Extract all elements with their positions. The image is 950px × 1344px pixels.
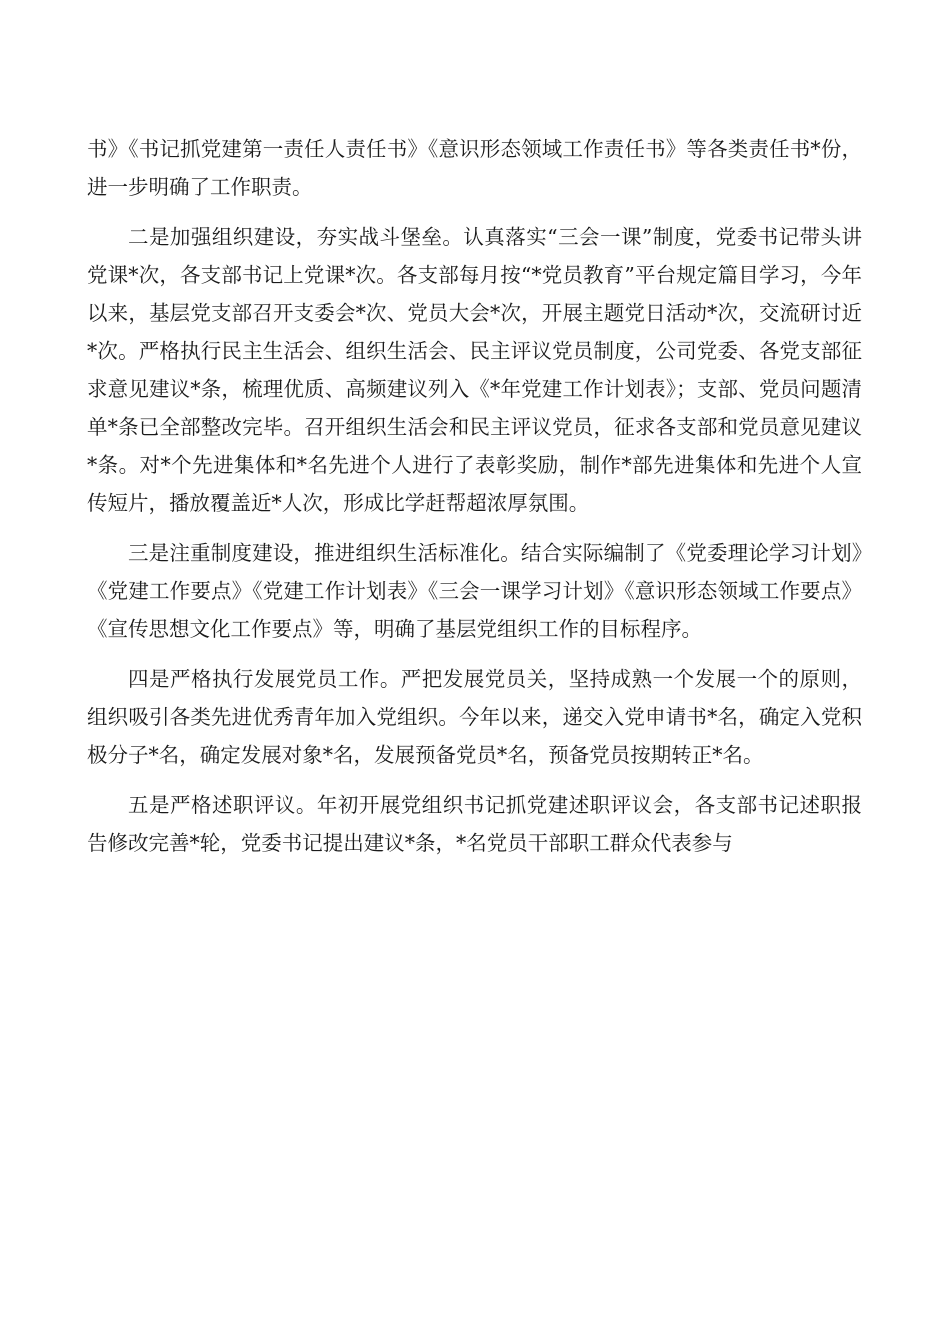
paragraph-duty-review: 五是严格述职评议。年初开展党组织书记抓党建述职评议会，各支部书记述职报告修改完善*轮，党委书记提出建议*条，*名党员干部职工群众代表参与 [87, 793, 862, 855]
paragraph-member-development: 四是严格执行发展党员工作。严把发展党员关，坚持成熟一个发展一个的原则，组织吸引各类先进优秀青年加入党组织。今年以来，递交入党申请书*名，确定入党积极分子*名，确定发展对象*名，发展预备党员*名，预备党员按期转正*名。 [87, 667, 862, 767]
paragraph-continuation: 书》《书记抓党建第一责任人责任书》《意识形态领域工作责任书》等各类责任书*份，进一步明确了工作职责。 [87, 137, 862, 199]
paragraph-organization-building: 二是加强组织建设，夯实战斗堡垒。认真落实“三会一课”制度，党委书记带头讲党课*次，各支部书记上党课*次。各支部每月按“*党员教育”平台规定篇目学习，今年以来，基层党支部召开支委会*次、党员大会*次，开展主题党日活动*次，交流研讨近*次。严格执行民主生活会、组织生活会、民主评议党员制度，公司党委、各党支部征求意见建议*条，梳理优质、高频建议列入《*年党建工作计划表》；支部、党员问题清单*条已全部整改完毕。召开组织生活会和民主评议党员，征求各支部和党员意见建议*条。对*个先进集体和*名先进个人进行了表彰奖励，制作*部先进集体和先进个人宣传短片，播放覆盖近*人次，形成比学赶帮超浓厚氛围。 [87, 225, 862, 515]
document-body [87, 130, 862, 874]
paragraph-system-building: 三是注重制度建设，推进组织生活标准化。结合实际编制了《党委理论学习计划》《党建工作要点》《党建工作计划表》《三会一课学习计划》《意识形态领域工作要点》《宣传思想文化工作要点》等，明确了基层党组织工作的目标程序。 [87, 541, 862, 641]
